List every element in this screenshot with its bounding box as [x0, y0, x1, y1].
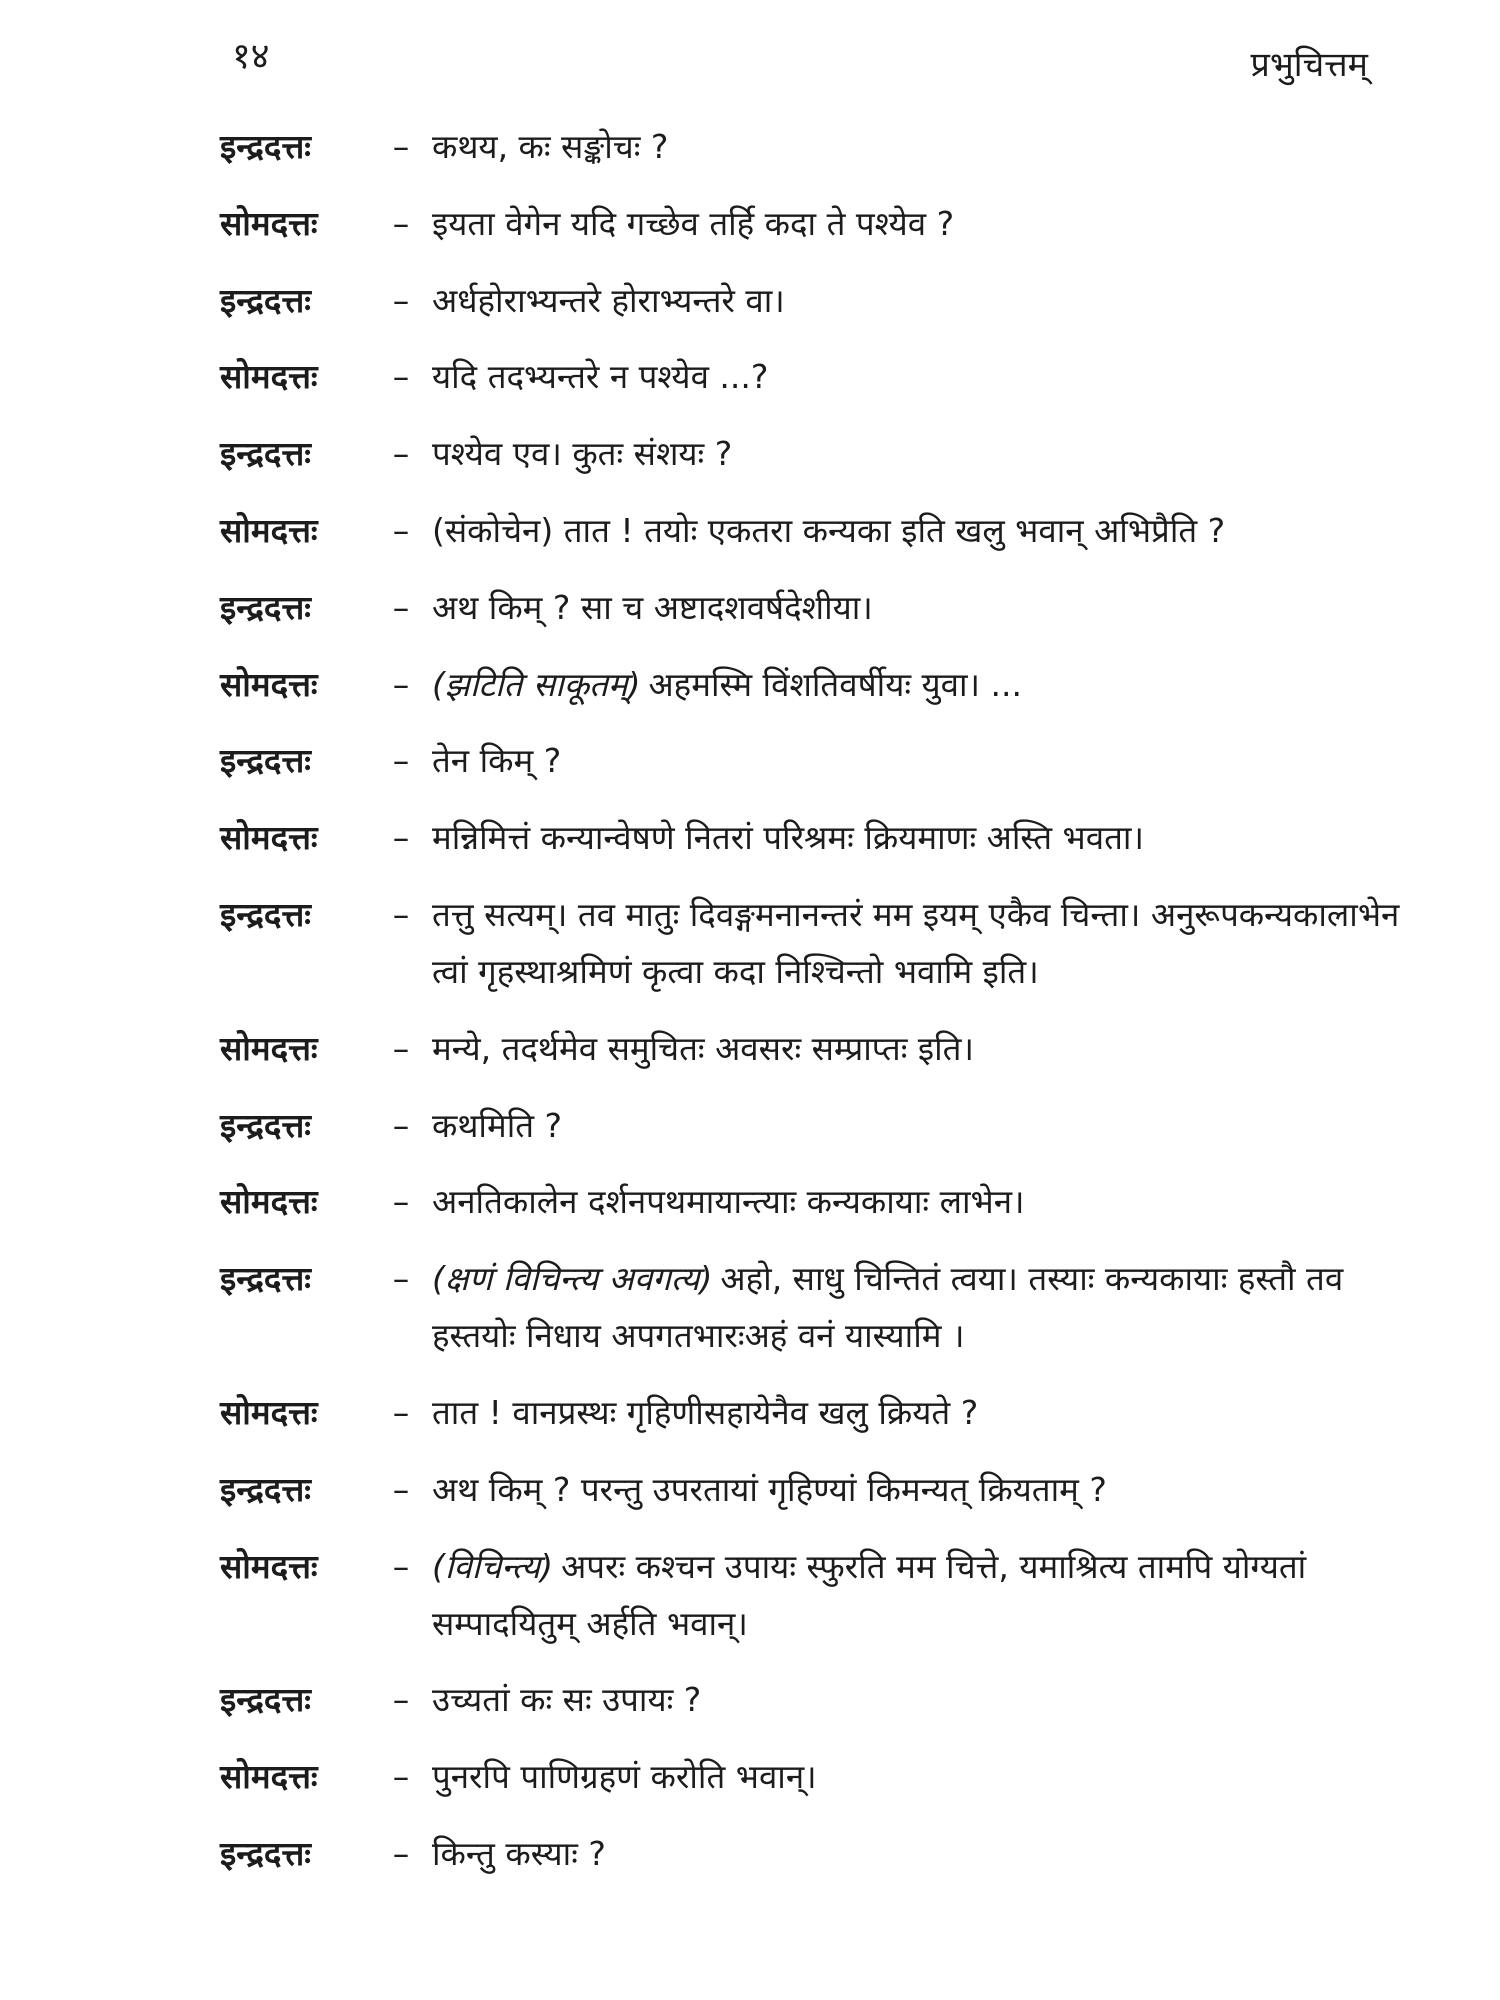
- speaker-dash: –: [392, 1182, 410, 1222]
- speech-content: अहमस्मि विंशतिवर्षीयः युवा। ...: [648, 664, 1023, 704]
- speaker-dash: –: [392, 357, 410, 397]
- speech-content: अथ किम् ? परन्तु उपरतायां गृहिण्यां किमन्यत् क्रियताम् ?: [432, 1469, 1107, 1509]
- speech-content: किन्तु कस्याः ?: [432, 1833, 606, 1873]
- speech-content: कथमिति ?: [432, 1105, 563, 1145]
- speaker-name: सोमदत्तः: [220, 664, 318, 704]
- speaker-dash: –: [392, 1259, 410, 1299]
- speaker-dash: –: [392, 434, 410, 474]
- speech-content: मन्निमित्तं कन्यान्वेषणे नितरां परिश्रमः क्रियमाणः अस्ति भवता।: [432, 818, 1144, 858]
- speech-content: यदि तदभ्यन्तरे न पश्येव ...?: [432, 357, 769, 397]
- speaker-name: इन्द्रदत्तः: [220, 741, 311, 781]
- speech-text: [432, 118, 1410, 175]
- speaker-dash: –: [392, 280, 410, 320]
- speaker-dash: –: [392, 664, 410, 704]
- dialogue-line: [220, 1097, 1410, 1154]
- speech-text: [432, 1461, 1410, 1518]
- speech-text: [432, 579, 1410, 636]
- dialogue-line: [220, 1384, 1410, 1441]
- speech-text: [432, 732, 1410, 789]
- speaker-dash: –: [392, 741, 410, 781]
- speech-content: अर्धहोराभ्यन्तरे होराभ्यन्तरे वा।: [432, 280, 785, 320]
- speaker-dash: –: [392, 510, 410, 550]
- speaker-dash: –: [392, 1757, 410, 1797]
- speaker-dash: –: [392, 1105, 410, 1145]
- dialogue-line: [220, 502, 1410, 559]
- speech-content: मन्ये, तदर्थमेव समुचितः अवसरः सम्प्राप्तः इति।: [432, 1028, 974, 1068]
- speech-content: पुनरपि पाणिग्रहणं करोति भवान्।: [432, 1757, 817, 1797]
- dialogue-line: [220, 272, 1410, 329]
- speaker-dash: –: [392, 1469, 410, 1509]
- speaker-name: सोमदत्तः: [220, 818, 318, 858]
- speaker-dash: –: [392, 203, 410, 243]
- speech-text: [432, 425, 1410, 482]
- speech-text: [432, 1538, 1410, 1652]
- speaker-dash: –: [392, 894, 410, 934]
- speech-text: [432, 1671, 1410, 1728]
- stage-direction: (झटिति साकूतम्): [432, 664, 641, 704]
- speech-content: पश्येव एव। कुतः संशयः ?: [432, 434, 733, 474]
- speech-text: [432, 656, 1410, 713]
- dialogue-line: [220, 579, 1410, 636]
- dialogue-line: [220, 1250, 1410, 1364]
- dialogue-line: [220, 1173, 1410, 1230]
- speaker-name: इन्द्रदत्तः: [220, 1105, 311, 1145]
- speech-text: [432, 502, 1410, 559]
- speech-text: [432, 1384, 1410, 1441]
- stage-direction: (क्षणं विचिन्त्य अवगत्य): [432, 1259, 713, 1299]
- page-number: १४: [232, 36, 270, 77]
- dialogue-line: [220, 425, 1410, 482]
- dialogue-line: [220, 809, 1410, 866]
- speaker-name: इन्द्रदत्तः: [220, 1680, 311, 1720]
- speaker-name: इन्द्रदत्तः: [220, 1469, 311, 1509]
- speech-text: [432, 272, 1410, 329]
- speaker-dash: –: [392, 1028, 410, 1068]
- dialogue-line: [220, 118, 1410, 175]
- speech-content: तात ! वानप्रस्थः गृहिणीसहायेनैव खलु क्रियते ?: [432, 1392, 979, 1432]
- dialogue-body: [220, 118, 1410, 1902]
- speaker-dash: –: [392, 127, 410, 166]
- speaker-name: इन्द्रदत्तः: [220, 894, 311, 934]
- dialogue-line: [220, 1825, 1410, 1882]
- speech-content: अहो, साधु चिन्तितं त्वया। तस्याः कन्यकायाः हस्तौ तव हस्तयोः निधाय अपगतभारःअहं वनं यास्यामि ।: [432, 1259, 1344, 1356]
- dialogue-line: [220, 1671, 1410, 1728]
- speaker-name: इन्द्रदत्तः: [220, 1833, 311, 1873]
- speaker-name: सोमदत्तः: [220, 1028, 318, 1068]
- speaker-name: सोमदत्तः: [220, 1757, 318, 1797]
- speaker-name: सोमदत्तः: [220, 1546, 318, 1586]
- speech-content: उच्यतां कः सः उपायः ?: [432, 1680, 702, 1720]
- speech-text: [432, 1173, 1410, 1230]
- speaker-dash: –: [392, 1392, 410, 1432]
- speech-content: अथ किम् ? सा च अष्टादशवर्षदेशीया।: [432, 587, 873, 627]
- stage-direction: (विचिन्त्य): [432, 1546, 554, 1586]
- speaker-dash: –: [392, 818, 410, 858]
- speaker-name: सोमदत्तः: [220, 1182, 318, 1222]
- speech-text: [432, 1748, 1410, 1805]
- dialogue-line: [220, 195, 1410, 252]
- speech-content: कथय, कः सङ्कोचः ?: [432, 127, 669, 166]
- speech-text: [432, 1250, 1410, 1364]
- speaker-dash: –: [392, 587, 410, 627]
- speaker-dash: –: [392, 1833, 410, 1873]
- dialogue-line: [220, 1748, 1410, 1805]
- speech-content: (संकोचेन) तात ! तयोः एकतरा कन्यका इति खलु भवान् अभिप्रैति ?: [432, 510, 1226, 550]
- speech-text: [432, 886, 1410, 1000]
- speaker-name: इन्द्रदत्तः: [220, 434, 311, 474]
- speech-text: [432, 809, 1410, 866]
- speech-content: अपरः कश्चन उपायः स्फुरति मम चित्ते, यमाश्रित्य तामपि योग्यतां सम्पादयितुम् अर्हति भवान्।: [432, 1546, 1307, 1643]
- speech-text: [432, 1825, 1410, 1882]
- speaker-name: इन्द्रदत्तः: [220, 587, 311, 627]
- speech-content: तत्तु सत्यम्। तव मातुः दिवङ्गमनानन्तरं मम इयम् एकैव चिन्ता। अनुरूपकन्यकालाभेन त्वां गृहस्थाश्रमिणं कृत्वा कदा निश्चिन्तो भवामि इति।: [432, 894, 1400, 991]
- speaker-name: सोमदत्तः: [220, 203, 318, 243]
- speaker-name: इन्द्रदत्तः: [220, 280, 311, 320]
- speech-text: [432, 1020, 1410, 1077]
- dialogue-line: [220, 886, 1410, 1000]
- speaker-name: सोमदत्तः: [220, 357, 318, 397]
- dialogue-line: [220, 348, 1410, 405]
- speech-text: [432, 195, 1410, 252]
- speaker-name: इन्द्रदत्तः: [220, 127, 311, 166]
- speech-content: तेन किम् ?: [432, 741, 562, 781]
- dialogue-line: [220, 656, 1410, 713]
- speaker-name: सोमदत्तः: [220, 510, 318, 550]
- speaker-name: इन्द्रदत्तः: [220, 1259, 311, 1299]
- dialogue-line: [220, 732, 1410, 789]
- speech-text: [432, 1097, 1410, 1154]
- dialogue-line: [220, 1461, 1410, 1518]
- speech-content: इयता वेगेन यदि गच्छेव तर्हि कदा ते पश्येव ?: [432, 203, 955, 243]
- speaker-name: सोमदत्तः: [220, 1392, 318, 1432]
- speaker-dash: –: [392, 1546, 410, 1586]
- speech-text: [432, 348, 1410, 405]
- speaker-dash: –: [392, 1680, 410, 1720]
- dialogue-line: [220, 1538, 1410, 1652]
- speech-content: अनतिकालेन दर्शनपथमायान्त्याः कन्यकायाः लाभेन।: [432, 1182, 1025, 1222]
- running-title: प्रभुचित्तम्: [1250, 45, 1368, 85]
- dialogue-line: [220, 1020, 1410, 1077]
